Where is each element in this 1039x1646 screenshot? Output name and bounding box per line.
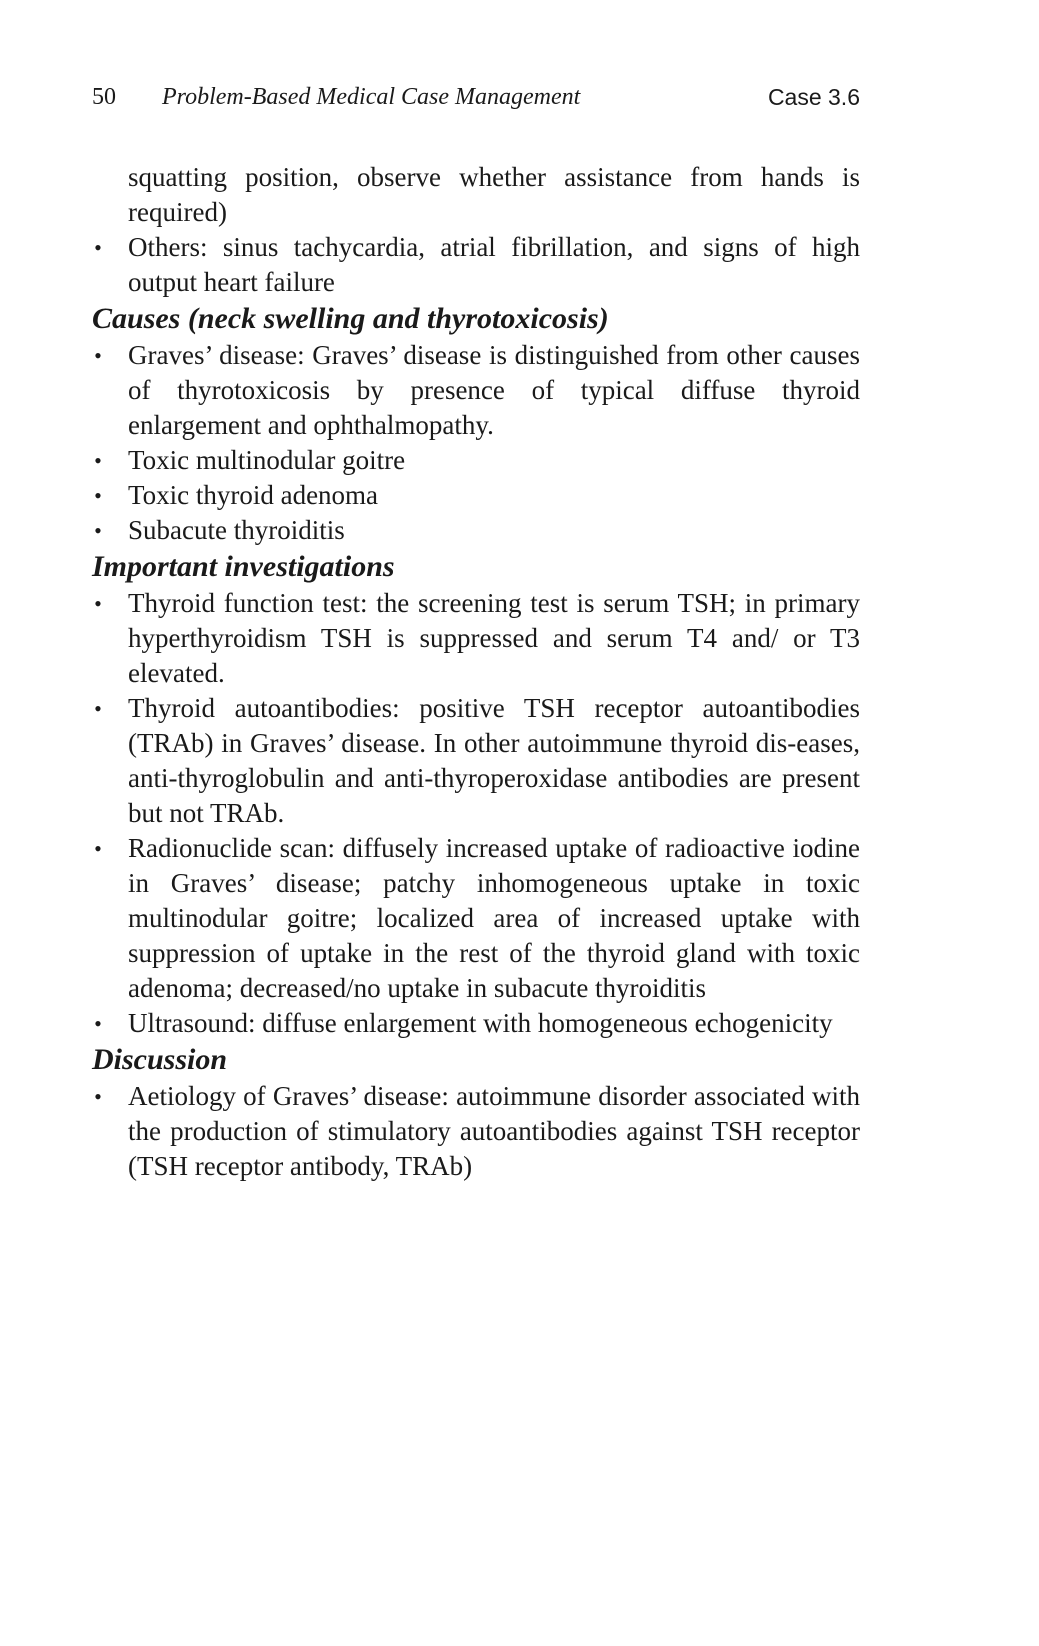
list-item-text: Ultrasound: diffuse enlargement with homogeneous echogenicity xyxy=(128,1008,833,1038)
bullet-icon: • xyxy=(94,518,102,543)
bullet-icon: • xyxy=(94,343,102,368)
section-heading-causes: Causes (neck swelling and thyrotoxicosis) xyxy=(92,302,609,335)
list-item xyxy=(92,1079,860,1184)
list-item-text: Subacute thyroiditis xyxy=(128,515,345,545)
investigations-list xyxy=(92,586,860,1041)
list-item-text: Thyroid function test: the screening test is serum TSH; in primary hyperthyroidism TSH is suppressed and serum T4 and/ or T3 elevated. xyxy=(128,588,860,688)
bullet-icon: • xyxy=(94,591,102,616)
bullet-icon: • xyxy=(94,448,102,473)
section-heading-investigations: Important investigations xyxy=(92,550,395,583)
bullet-icon: • xyxy=(94,696,102,721)
list-item-text: Others: sinus tachycardia, atrial fibrillation, and signs of high output heart failure xyxy=(128,232,860,297)
continued-paragraph: squatting position, observe whether assistance from hands is required) xyxy=(128,162,860,227)
bullet-icon: • xyxy=(94,235,102,260)
list-item xyxy=(92,443,860,478)
page-number: 50 xyxy=(92,84,116,110)
running-head xyxy=(92,84,860,120)
case-label: Case 3.6 xyxy=(767,84,860,110)
book-title: Problem-Based Medical Case Management xyxy=(162,84,581,110)
page-body xyxy=(92,160,860,1184)
list-item-text: Radionuclide scan: diffusely increased uptake of radioactive iodine in Graves’ disease; patchy inhomogeneous uptake in toxic multinodular goitre; localized area of increased uptake with suppression of uptake in the rest of the thyroid gland with toxic adenoma; decreased/no uptake in subacute thyroiditis xyxy=(128,833,860,1003)
section-heading-discussion: Discussion xyxy=(92,1043,228,1076)
bullet-icon: • xyxy=(94,483,102,508)
list-item xyxy=(92,230,860,300)
list-item-text: Toxic multinodular goitre xyxy=(128,445,406,475)
list-item xyxy=(92,513,860,548)
bullet-icon: • xyxy=(94,1011,102,1036)
bullet-icon: • xyxy=(94,1084,102,1109)
list-item xyxy=(92,831,860,1006)
list-item-text: Aetiology of Graves’ disease: autoimmune disorder associated with the production of stimulatory autoantibodies against TSH receptor (TSH receptor antibody, TRAb) xyxy=(128,1081,860,1181)
list-item-text: Thyroid autoantibodies: positive TSH receptor autoantibodies (TRAb) in Graves’ disease. In other autoimmune thyroid dis-eases, anti-thyroglobulin and anti-thyroperoxidase antibodies are present but not TRAb. xyxy=(128,693,860,828)
list-item xyxy=(92,1006,860,1041)
causes-list xyxy=(92,338,860,548)
discussion-list xyxy=(92,1079,860,1184)
list-item xyxy=(92,586,860,691)
list-item-text: Graves’ disease: Graves’ disease is distinguished from other causes of thyrotoxicosis by presence of typical diffuse thyroid enlargement and ophthalmopathy. xyxy=(128,340,860,440)
list-item xyxy=(92,691,860,831)
intro-bullet-list xyxy=(92,230,860,300)
bullet-icon: • xyxy=(94,836,102,861)
list-item-text: Toxic thyroid adenoma xyxy=(128,480,379,510)
list-item xyxy=(92,478,860,513)
list-item xyxy=(92,338,860,443)
